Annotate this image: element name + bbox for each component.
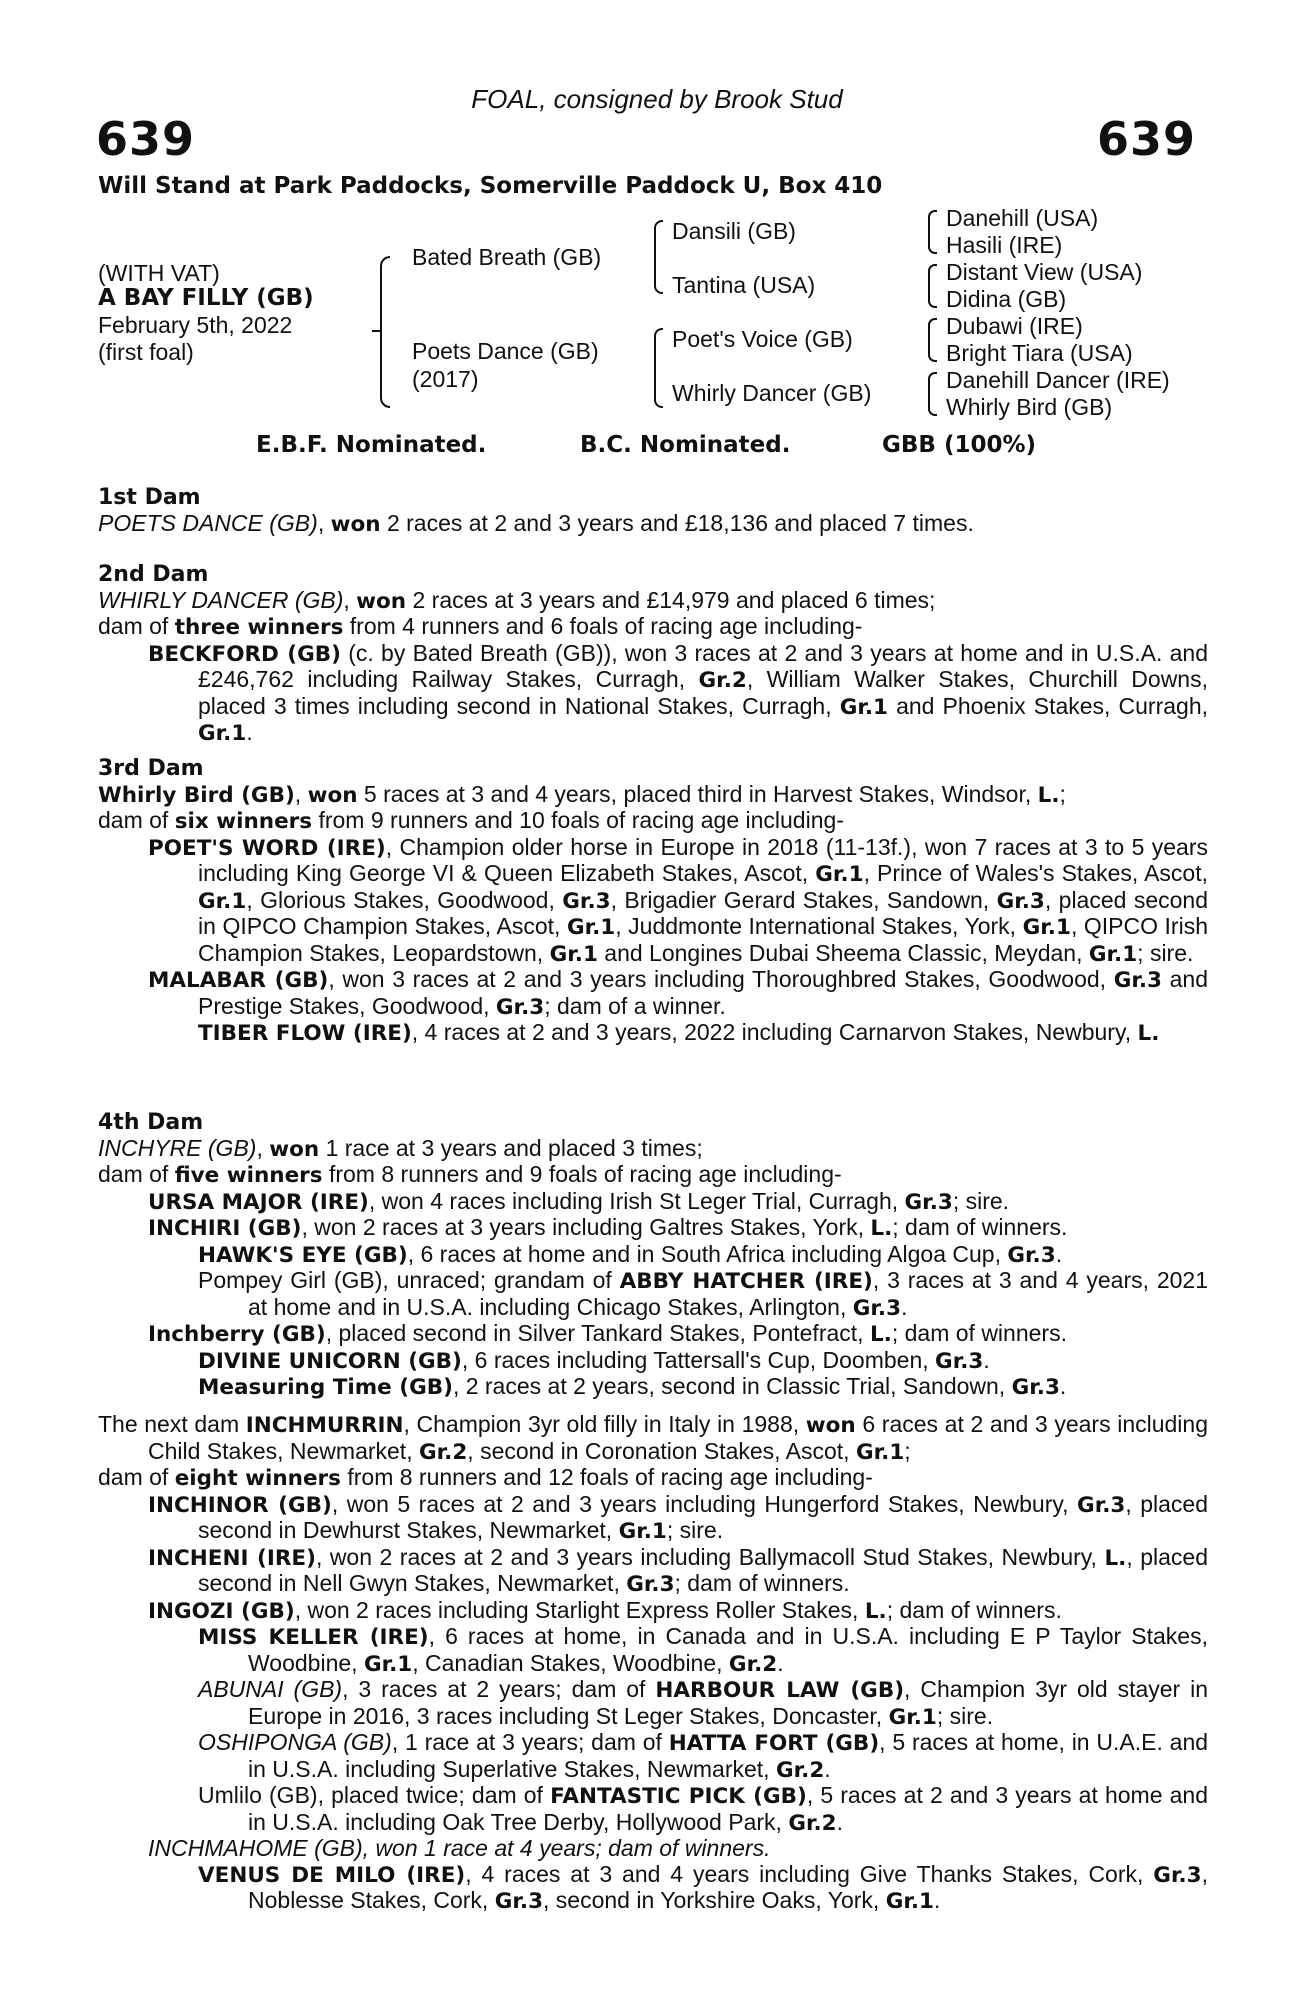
fourth-dam-name: INCHYRE (GB)	[98, 1134, 257, 1161]
umlilo-entry	[98, 1783, 1208, 1836]
dam-of-label: dam of	[98, 1161, 169, 1187]
entry-text: ; dam of a winner.	[544, 992, 726, 1019]
winners-count: eight winners	[174, 1466, 341, 1491]
dam-year: (2017)	[412, 366, 479, 392]
dam-of-label: dam of	[98, 1464, 169, 1490]
entry-text: ; sire.	[952, 1187, 1010, 1214]
ebf-nomination: E.B.F. Nominated.	[256, 432, 487, 458]
entry-text: , won 2 races including Starlight Express Roller Stakes,	[294, 1596, 859, 1623]
entry-text: (c. by Bated Breath (GB)), won 3 races at 2 and 3 years at home and in U.S.A. and £246,762 including Railway Stakes, Curragh,	[198, 639, 1208, 692]
foal-note: (first foal)	[98, 339, 194, 365]
second-dam-section	[98, 562, 1208, 747]
grade: Gr.3	[1011, 1375, 1060, 1400]
horse-name: ABUNAI (GB)	[198, 1676, 343, 1702]
horse-name: HATTA FORT (GB)	[668, 1731, 880, 1756]
inchmahome-entry: INCHMAHOME (GB), won 1 race at 4 years; dam of winners.	[148, 1835, 771, 1861]
grandsire-3: Dubawi (IRE)	[946, 313, 1083, 339]
entry-text: .	[983, 1346, 990, 1373]
dam: Poets Dance (GB)	[412, 338, 599, 364]
fourth-dam-won: won	[269, 1136, 320, 1162]
grade: Gr.3	[626, 1572, 675, 1597]
entry-text: 1 race at 3 years and placed 3 times;	[325, 1134, 703, 1161]
entry-text: , placed second in Dewhurst Stakes, Newmarket,	[198, 1490, 1209, 1543]
horse-name: Measuring Time (GB)	[198, 1375, 453, 1400]
first-dam-won: won	[330, 511, 381, 537]
entry-text: , placed second in Nell Gwyn Stakes, Newmarket,	[198, 1543, 1208, 1596]
entry-text: The next dam	[98, 1411, 240, 1437]
entry-text: .	[1059, 1373, 1067, 1399]
malabar-entry	[98, 967, 1208, 1020]
granddam-3: Bright Tiara (USA)	[946, 340, 1133, 366]
foal-date: February 5th, 2022	[98, 312, 293, 338]
third-dam-name: Whirly Bird (GB)	[98, 782, 295, 808]
vat-note: (WITH VAT)	[98, 260, 220, 286]
entry-text: , placed second in QIPCO Champion Stakes, Ascot,	[198, 886, 1208, 939]
venus-de-milo-entry	[98, 1862, 1208, 1915]
entry-text: ;	[904, 1437, 911, 1464]
horse-name: INCHENI (IRE)	[148, 1545, 316, 1571]
grade: L.	[1137, 1021, 1160, 1046]
sire-dam: Tantina (USA)	[672, 272, 816, 298]
entry-text: , Champion 3yr old filly in Italy in 1988,	[403, 1411, 800, 1437]
dam-sire: Poet's Voice (GB)	[672, 326, 853, 352]
entry-text: ; sire.	[1137, 939, 1194, 966]
inchinor-entry	[98, 1492, 1208, 1545]
grade: Gr.2	[728, 1651, 778, 1677]
entry-text: , second in Coronation Stakes, Ascot,	[467, 1437, 850, 1464]
beckford-entry	[98, 641, 1208, 747]
entry-text: , William Walker Stakes, Churchill Downs, placed 3 times including second in National Stakes, Curragh,	[198, 666, 1208, 719]
grandsire-1: Danehill (USA)	[946, 205, 1099, 231]
grade: Gr.3	[1077, 1492, 1126, 1518]
grade: Gr.1	[549, 941, 598, 967]
entry-text: , Canadian Stakes, Woodbine,	[412, 1649, 723, 1676]
measuring-time-entry	[98, 1374, 1208, 1401]
second-dam-record-text: 2 races at 3 years and £14,979 and placed 6 times;	[412, 586, 936, 613]
entry-text: , won 5 races at 2 and 3 years including Hungerford Stakes, Newbury,	[331, 1490, 1069, 1517]
horse-name: FANTASTIC PICK (GB)	[550, 1784, 807, 1809]
entry-text: , 6 races including Tattersall's Cup, Doomben,	[461, 1346, 929, 1373]
bc-nomination: B.C. Nominated.	[580, 432, 791, 458]
produce-text: from 4 runners and 6 foals of racing age including-	[349, 613, 863, 639]
entry-text: .	[777, 1649, 784, 1676]
grade: Gr.2	[788, 1810, 837, 1836]
fourth-dam-produce	[98, 1162, 1208, 1189]
entry-text: ;	[1059, 780, 1066, 807]
entry-text: , won 4 races including Irish St Leger Trial, Curragh,	[368, 1187, 899, 1214]
fourth-dam-section	[98, 1110, 1208, 1401]
horse-name: ABBY HATCHER (IRE)	[619, 1269, 873, 1294]
second-dam-produce	[98, 614, 1208, 641]
grade: Gr.3	[562, 888, 611, 914]
entry-text: ; sire.	[666, 1517, 724, 1543]
entry-text: ; dam of winners.	[674, 1570, 850, 1596]
horse-name: DIVINE UNICORN (GB)	[198, 1348, 462, 1374]
horse-name: URSA MAJOR (IRE)	[148, 1189, 369, 1215]
entry-text: , 6 races at home, in Canada and in U.S.A. including E P Taylor Stakes, Woodbine,	[248, 1623, 1208, 1676]
grade: Gr.1	[815, 862, 864, 887]
second-dam-won: won	[356, 588, 407, 614]
entry-text: , 3 races at 2 years; dam of	[342, 1676, 646, 1702]
entry-text: .	[901, 1293, 908, 1320]
second-dam-name: WHIRLY DANCER (GB)	[98, 586, 344, 613]
grade: Gr.1	[566, 915, 616, 940]
entry-text: , Juddmonte International Stakes, York,	[615, 913, 1017, 939]
gbb-status: GBB (100%)	[882, 432, 1037, 458]
third-dam-section	[98, 756, 1208, 1047]
grade: L.	[1104, 1545, 1127, 1571]
entry-text: .	[836, 1808, 844, 1835]
dam-of-label: dam of	[98, 807, 169, 833]
entry-text: , 5 races at home, in U.A.E. and in U.S.A. including Superlative Stakes, Newmarket,	[248, 1729, 1209, 1782]
pedigree-brace-tip	[372, 330, 382, 332]
grade: Gr.1	[363, 1651, 413, 1677]
entry-text: , won 3 races at 2 and 3 years including Thoroughbred Stakes, Goodwood,	[328, 966, 1107, 992]
third-dam-heading: 3rd Dam	[98, 756, 204, 781]
foal-description: A BAY FILLY (GB)	[98, 285, 314, 311]
produce-text: from 8 runners and 12 foals of racing age including-	[347, 1464, 873, 1490]
next-dam-section	[98, 1412, 1208, 1915]
entry-text: ; dam of winners.	[886, 1596, 1062, 1623]
miss-keller-entry	[98, 1624, 1208, 1677]
poets-word-entry	[98, 835, 1208, 968]
grade: Gr.1	[839, 694, 888, 720]
horse-name: POET'S WORD (IRE)	[148, 835, 386, 861]
entry-text: ; sire.	[936, 1702, 994, 1729]
winners-count: six winners	[174, 809, 313, 834]
entry-text: , won 2 races at 2 and 3 years including Ballymacoll Stud Stakes, Newbury,	[315, 1543, 1097, 1570]
g3-brace-1	[928, 210, 937, 254]
g3-brace-3	[928, 318, 937, 362]
entry-text: and Prestige Stakes, Goodwood,	[198, 966, 1208, 1019]
horse-name: INCHINOR (GB)	[148, 1492, 332, 1518]
grandsire-2: Distant View (USA)	[946, 259, 1143, 285]
sire-sire: Dansili (GB)	[672, 218, 796, 244]
g3-brace-2	[928, 264, 937, 308]
winners-count: three winners	[174, 615, 344, 640]
horse-name: BECKFORD (GB)	[148, 641, 341, 667]
second-dam-heading: 2nd Dam	[98, 562, 209, 587]
grade: Gr.3	[996, 888, 1045, 914]
entry-text: ; dam of winners.	[892, 1214, 1068, 1240]
dam-of-label: dam of	[98, 613, 169, 639]
horse-name: HARBOUR LAW (GB)	[655, 1678, 905, 1703]
produce-text: from 9 runners and 10 foals of racing age including-	[318, 807, 844, 833]
granddam-1: Hasili (IRE)	[946, 232, 1063, 258]
grade: Gr.3	[852, 1295, 902, 1321]
grade: Gr.3	[904, 1189, 953, 1215]
horse-name: VENUS DE MILO (IRE)	[198, 1862, 466, 1888]
entry-text: 6 races at 2 and 3 years including Child Stakes, Newmarket,	[148, 1411, 1209, 1464]
entry-text: , QIPCO Irish Champion Stakes, Leopardstown,	[198, 913, 1208, 966]
grade: Gr.1	[1022, 915, 1071, 940]
entry-text: , Champion 3yr old stayer in Europe in 2016, 3 races including St Leger Stakes, Doncaster,	[248, 1676, 1209, 1729]
horse-name: TIBER FLOW (IRE)	[198, 1021, 412, 1046]
entry-text: , Noblesse Stakes, Cork,	[248, 1860, 1208, 1913]
fourth-dam-heading: 4th Dam	[98, 1110, 204, 1135]
oshiponga-entry	[98, 1730, 1208, 1783]
next-dam-name: INCHMURRIN	[245, 1413, 404, 1438]
first-dam-heading: 1st Dam	[98, 485, 201, 510]
sire: Bated Breath (GB)	[412, 244, 602, 270]
grade: L.	[870, 1216, 893, 1241]
grade: Gr.3	[494, 1889, 544, 1914]
hawks-eye-entry	[98, 1242, 1208, 1269]
granddam-2: Didina (GB)	[946, 286, 1067, 312]
lot-number-right: 639	[1096, 112, 1196, 166]
dam-brace	[654, 328, 663, 408]
horse-name: Inchberry (GB)	[148, 1322, 326, 1347]
grade: Gr.1	[618, 1519, 667, 1544]
winners-count: five winners	[174, 1163, 323, 1188]
horse-name: HAWK'S EYE (GB)	[198, 1242, 408, 1268]
entry-text: , won 2 races at 3 years including Galtres Stakes, York,	[301, 1214, 865, 1240]
horse-name: OSHIPONGA (GB)	[198, 1729, 392, 1755]
entry-text: , 6 races at home and in South Africa including Algoa Cup,	[407, 1240, 1001, 1267]
granddam-4: Whirly Bird (GB)	[946, 394, 1113, 420]
grade: Gr.3	[935, 1348, 984, 1374]
first-dam-name: POETS DANCE (GB)	[98, 509, 318, 536]
tiber-flow-entry	[98, 1020, 1208, 1047]
consignment-line: FOAL, consigned by Brook Stud	[471, 84, 843, 114]
entry-text: .	[934, 1887, 941, 1913]
grade: L.	[864, 1598, 887, 1624]
ingozi-entry	[98, 1598, 1208, 1625]
entry-text: , 1 race at 3 years; dam of	[391, 1729, 662, 1755]
entry-text: , Prince of Wales's Stakes, Ascot,	[863, 860, 1208, 886]
entry-text: Umlilo (GB), placed twice; dam of	[198, 1782, 543, 1808]
grade: Gr.3	[1007, 1242, 1056, 1268]
first-dam-record-text: 2 races at 2 and 3 years and £18,136 and placed 7 times.	[386, 509, 974, 536]
grade: Gr.3	[1113, 968, 1162, 993]
inchberry-entry	[98, 1321, 1208, 1348]
entry-text: , 3 races at 3 and 4 years, 2021 at home and in U.S.A. including Chicago Stakes, Arlington,	[248, 1267, 1209, 1320]
next-dam-produce	[98, 1465, 1208, 1492]
stand-location: Will Stand at Park Paddocks, Somerville Paddock U, Box 410	[98, 173, 883, 199]
third-dam-won: won	[307, 782, 358, 808]
grade: Gr.2	[775, 1757, 825, 1783]
entry-text: and Phoenix Stakes, Curragh,	[896, 692, 1209, 719]
incheni-entry	[98, 1545, 1208, 1598]
grade: Gr.1	[198, 721, 247, 746]
fourth-dam-record: INCHYRE (GB), won 1 race at 3 years and placed 3 times;	[98, 1134, 703, 1162]
inchiri-entry	[98, 1215, 1208, 1242]
first-dam-record: POETS DANCE (GB), won 2 races at 2 and 3 years and £18,136 and placed 7 times.	[98, 509, 974, 537]
horse-name: MALABAR (GB)	[148, 968, 329, 993]
entry-text: , 4 races at 3 and 4 years including Give Thanks Stakes, Cork,	[465, 1860, 1144, 1887]
third-dam-produce	[98, 808, 1208, 835]
g3-brace-4	[928, 372, 937, 416]
entry-text: , Champion older horse in Europe in 2018 (11-13f.), won 7 races at 3 to 5 years including King George VI & Queen Elizabeth Stakes, Ascot,	[198, 833, 1208, 886]
grade: L.	[1037, 782, 1060, 808]
grade: Gr.2	[698, 668, 747, 693]
entry-text: .	[1055, 1240, 1063, 1267]
grade: Gr.3	[495, 994, 545, 1020]
ursa-major-entry	[98, 1189, 1208, 1216]
third-dam-record: Whirly Bird (GB), won 5 races at 3 and 4 years, placed third in Harvest Stakes, Windsor, L.;	[98, 780, 1066, 808]
entry-text: , 4 races at 2 and 3 years, 2022 including Carnarvon Stakes, Newbury,	[411, 1019, 1132, 1045]
lot-number-left: 639	[96, 112, 196, 166]
pedigree-brace	[380, 256, 390, 408]
first-dam-section	[98, 485, 1208, 537]
entry-text: Pompey Girl (GB), unraced; grandam of	[198, 1267, 612, 1293]
grade: Gr.1	[888, 1704, 937, 1730]
produce-text: from 8 runners and 9 foals of racing age including-	[328, 1161, 842, 1187]
grade: Gr.1	[1088, 941, 1138, 967]
pompey-girl-entry	[98, 1268, 1208, 1321]
entry-text: , 5 races at 2 and 3 years at home and in U.S.A. including Oak Tree Derby, Hollywood Park,	[248, 1782, 1209, 1835]
entry-text: 5 races at 3 and 4 years, placed third in Harvest Stakes, Windsor,	[363, 780, 1032, 807]
grade: L.	[869, 1322, 892, 1347]
dam-dam: Whirly Dancer (GB)	[672, 380, 872, 406]
horse-name: INGOZI (GB)	[148, 1598, 295, 1624]
entry-text: , Brigadier Gerard Stakes, Sandown,	[610, 886, 990, 913]
entry-text: ; dam of winners.	[891, 1320, 1067, 1346]
entry-text: , placed second in Silver Tankard Stakes, Pontefract,	[325, 1320, 864, 1346]
entry-text: , second in Yorkshire Oaks, York,	[543, 1887, 880, 1913]
grade: Gr.3	[1153, 1862, 1202, 1888]
grade: Gr.2	[418, 1439, 468, 1465]
entry-text: , 2 races at 2 years, second in Classic Trial, Sandown,	[452, 1373, 1006, 1399]
grade: Gr.1	[885, 1889, 934, 1914]
entry-text: , Glorious Stakes, Goodwood,	[246, 886, 555, 913]
horse-name: INCHIRI (GB)	[148, 1216, 302, 1241]
entry-text: and Longines Dubai Sheema Classic, Meydan,	[604, 939, 1083, 966]
entry-text: .	[824, 1755, 831, 1782]
horse-name: MISS KELLER (IRE)	[198, 1625, 429, 1650]
next-dam-won: won	[805, 1413, 856, 1438]
grade: Gr.1	[855, 1439, 905, 1465]
next-dam-record	[98, 1412, 1208, 1465]
entry-text: .	[246, 719, 253, 745]
divine-unicorn-entry	[98, 1348, 1208, 1375]
abunai-entry	[98, 1677, 1208, 1730]
sire-brace	[654, 220, 663, 294]
grade: Gr.1	[198, 888, 247, 914]
grandsire-4: Danehill Dancer (IRE)	[946, 367, 1170, 393]
second-dam-record: WHIRLY DANCER (GB), won 2 races at 3 years and £14,979 and placed 6 times;	[98, 586, 936, 614]
